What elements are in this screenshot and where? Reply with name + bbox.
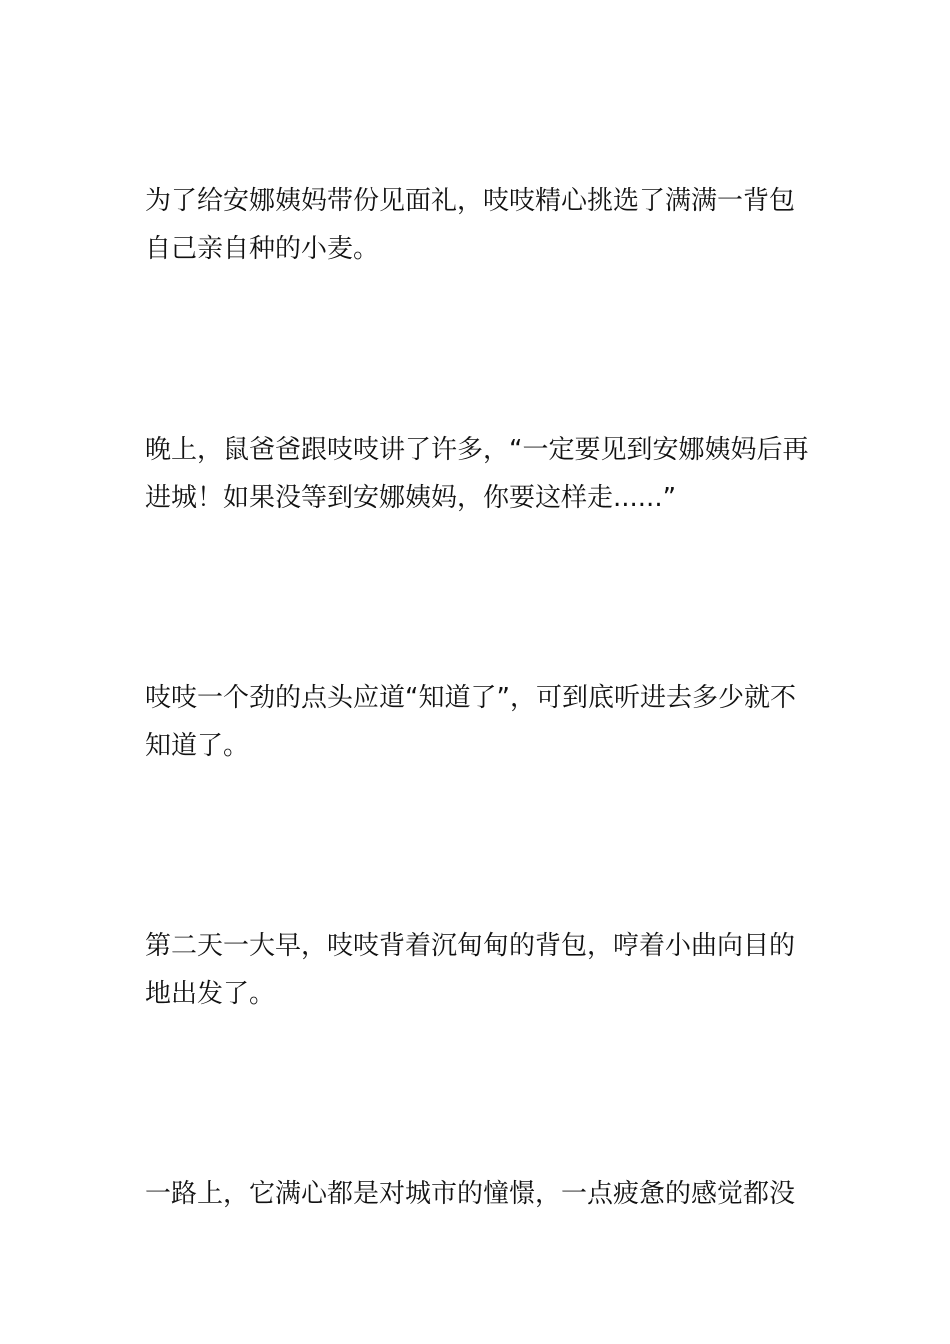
paragraph-journey: 一路上，它满心都是对城市的憧憬，一点疲惫的感觉都没	[145, 1179, 796, 1209]
paragraph-father-advice: 晚上，鼠爸爸跟吱吱讲了许多，“一定要见到安娜姨妈后再进城！如果没等到安娜姨妈，你要这样走......”	[145, 435, 809, 513]
paragraph-departure: 第二天一大早，吱吱背着沉甸甸的背包，哼着小曲向目的地出发了。	[145, 931, 796, 1009]
paragraph-nodding: 吱吱一个劲的点头应道“知道了”，可到底听进去多少就不知道了。	[145, 683, 796, 761]
paragraph-gift: 为了给安娜姨妈带份见面礼，吱吱精心挑选了满满一背包自己亲自种的小麦。	[145, 186, 796, 264]
